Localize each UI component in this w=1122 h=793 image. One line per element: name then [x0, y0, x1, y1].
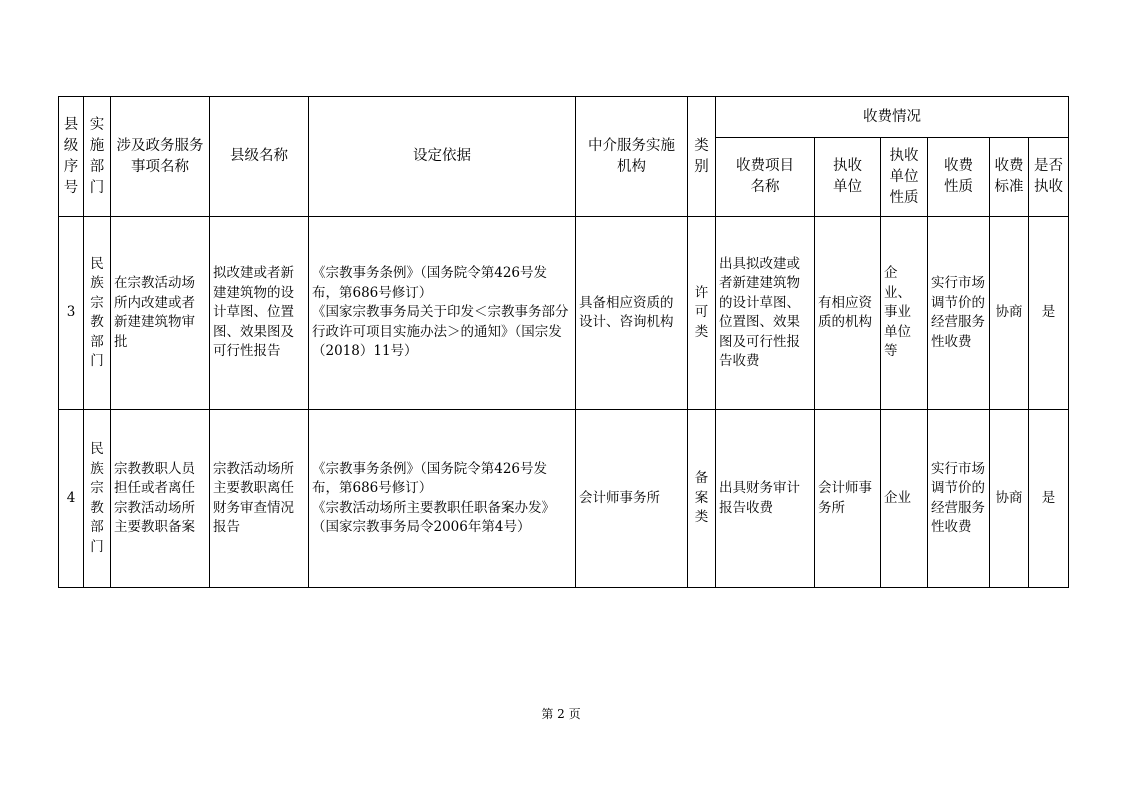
cell-item: 宗教教职人员担任或者离任宗教活动场所主要教职备案: [111, 410, 210, 588]
cell-item: 在宗教活动场所内改建或者新建建筑物审批: [111, 217, 210, 410]
cell-county-name: 拟改建或者新建建筑物的设计草图、位置图、效果图及可行性报告: [210, 217, 309, 410]
cell-fee-unit: 会计师事务所: [815, 410, 881, 588]
page-number: 第 2 页: [541, 707, 581, 721]
header-fee-standard: 收费标准: [990, 138, 1029, 217]
header-row-top: [59, 97, 1069, 138]
cell-fee-item-name: 出具财务审计报告收费: [716, 410, 815, 588]
cell-fee-nature: 实行市场调节价的经营服务性收费: [928, 217, 990, 410]
cell-agency: 具备相应资质的设计、咨询机构: [576, 217, 688, 410]
cell-agency: 会计师事务所: [576, 410, 688, 588]
header-fee-group: 收费情况: [716, 97, 1069, 138]
cell-fee-unit-nature: 企业、事业单位等: [881, 217, 928, 410]
cell-type: 备案类: [688, 410, 716, 588]
header-basis: 设定依据: [309, 97, 576, 217]
cell-basis: 《宗教事务条例》（国务院令第426号发布，第686号修订） 《国家宗教事务局关于印发＜宗教事务部分行政许可项目实施办法＞的通知》（国宗发（2018）11号）: [309, 217, 576, 410]
header-dept: 实施部门: [84, 97, 111, 217]
header-fee-nature: 收费性质: [928, 138, 990, 217]
cell-fee-nature: 实行市场调节价的经营服务性收费: [928, 410, 990, 588]
header-county-name: 县级名称: [210, 97, 309, 217]
header-agency: 中介服务实施机构: [576, 97, 688, 217]
cell-fee-collected: 是: [1029, 410, 1069, 588]
cell-fee-unit-nature: 企业: [881, 410, 928, 588]
cell-fee-unit: 有相应资质的机构: [815, 217, 881, 410]
cell-basis: 《宗教事务条例》（国务院令第426号发布，第686号修订） 《宗教活动场所主要教职任职备案办发》（国家宗教事务局令2006年第4号）: [309, 410, 576, 588]
cell-county-name: 宗教活动场所主要教职离任财务审查情况报告: [210, 410, 309, 588]
cell-dept: 民族宗教部门: [84, 217, 111, 410]
header-type: 类别: [688, 97, 716, 217]
header-fee-item-name: 收费项目名称: [716, 138, 815, 217]
cell-fee-standard: 协商: [990, 217, 1029, 410]
cell-type: 许可类: [688, 217, 716, 410]
cell-fee-standard: 协商: [990, 410, 1029, 588]
cell-dept: 民族宗教部门: [84, 410, 111, 588]
table-row: [59, 410, 1069, 588]
table-row: [59, 217, 1069, 410]
header-fee-unit: 执收单位: [815, 138, 881, 217]
header-fee-unit-nature: 执收单位性质: [881, 138, 928, 217]
fee-table: [58, 96, 1069, 588]
cell-seq: 4: [59, 410, 84, 588]
header-seq: 县级序号: [59, 97, 84, 217]
cell-seq: 3: [59, 217, 84, 410]
header-fee-collected: 是否执收: [1029, 138, 1069, 217]
cell-fee-collected: 是: [1029, 217, 1069, 410]
cell-fee-item-name: 出具拟改建或者新建建筑物的设计草图、位置图、效果图及可行性报告收费: [716, 217, 815, 410]
header-item: 涉及政务服务事项名称: [111, 97, 210, 217]
